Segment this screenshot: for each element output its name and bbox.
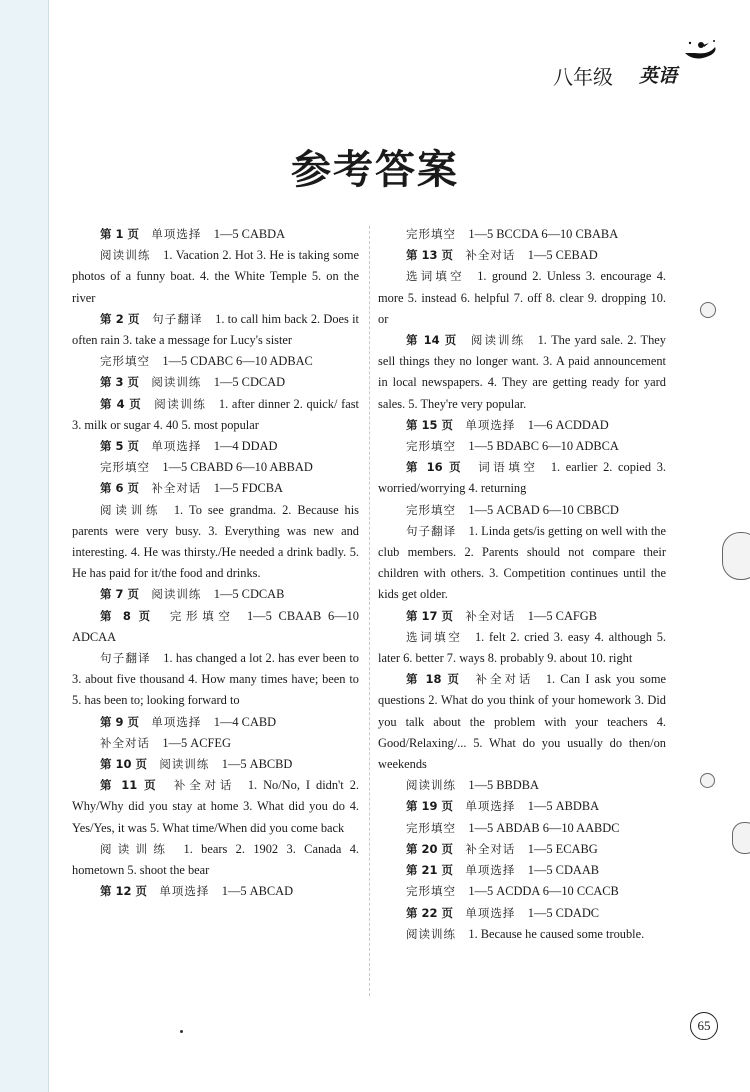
page-ref: 第 2 页 [100,311,140,326]
section-type: 完形填空 [406,439,456,454]
binder-hole [722,532,750,580]
answer-text: 1—5 ECABG [527,841,598,856]
page-ref: 第 8 页 [100,608,154,623]
answer-text: 1—5 CDCAD [213,375,286,390]
answer-entry [378,521,666,606]
binder-hole [700,773,715,788]
answer-text: 1—5 BDABC 6—10 ADBCA [468,439,619,454]
answer-text: 1—6 ACDDAD [527,417,609,432]
section-type: 补全对话 [465,841,516,856]
answer-text: 1—4 DDAD [213,439,278,454]
answer-text: 1—5 ABDAB 6—10 AABDC [468,820,620,835]
answer-entry [378,500,666,521]
answer-entry [72,478,359,499]
answer-entry [378,436,666,457]
binder-hole [732,822,750,854]
answer-entry [378,860,666,881]
answer-text: 1—5 CEBAD [527,248,598,263]
answer-text: 1. To see grandma. 2. Because his parents were very busy. 3. Everything was new and interesting. 4. He was thirsty./He needed a drink badly. 5. He has paid for it/the food and drinks. [72,502,360,581]
section-type: 补全对话 [151,481,202,496]
section-type: 单项选择 [159,884,210,899]
section-type: 单项选择 [151,714,202,729]
answer-entry [72,372,359,393]
answer-text: 1—5 BBDBA [468,778,539,793]
page-ref: 第 1 页 [100,227,140,241]
section-type: 单项选择 [151,439,202,454]
section-type: 单项选择 [465,799,516,814]
answer-entry [72,224,359,245]
answer-text: 1—4 CABD [213,714,277,729]
answer-entry [72,839,359,881]
section-type: 补全对话 [170,778,236,793]
answer-text: 1. Vacation 2. Hot 3. He is taking some photos of a funny boat. 4. the White Temple 5. on the river [72,248,360,305]
page-ref: 第 3 页 [100,375,140,390]
page-ref: 第 16 页 [406,460,464,475]
section-type: 完形填空 [406,502,456,517]
section-type: 补全对话 [465,248,516,263]
answer-text: 1. The yard sale. 2. They sell things they no longer want. 3. A paid announcement in local newspapers. 4. They are getting ready for yard sales. 5. They're very popular. [378,333,667,411]
section-type: 单项选择 [465,905,516,920]
answer-text: 1. Because he caused some trouble. [468,926,645,941]
column-divider [369,226,370,996]
section-type: 句子翻译 [406,523,457,538]
answer-text: 1—5 CBABD 6—10 ABBAD [162,460,313,475]
answer-entry [72,648,359,712]
section-type: 补全对话 [473,672,534,687]
page-ref: 第 4 页 [100,396,142,411]
answer-entry [72,606,359,648]
answer-entry [378,818,666,839]
binder-hole [700,302,716,318]
bird-logo-icon [681,37,721,65]
page-number: 65 [690,1012,718,1040]
answer-entry [378,330,666,415]
section-type: 补全对话 [100,735,150,750]
answer-text: 1. ground 2. Unless 3. encourage 4. more 5. instead 6. helpful 7. off 8. clear 9. dropping 10. or [378,269,666,326]
answer-entry [378,924,666,945]
section-type: 阅读训练 [100,841,172,856]
answer-text: 1. Linda gets/is getting on well with the club members. 2. Parents should not compare their children with others. 3. Competition continues until the kids get older. [378,523,666,602]
page-title: 参考答案 [291,147,459,193]
answer-entry [378,669,666,775]
subject-label: 英语 [639,65,678,87]
answer-text: 1. has changed a lot 2. has ever been to 3. about five thousand 4. How many times have; been to 5. has been to; looking forward to [72,651,359,708]
answer-text: 1—5 CABDA [213,227,286,241]
section-type: 阅读训练 [151,375,202,390]
answer-text: 1—5 ABCAD [221,884,294,899]
section-type: 单项选择 [465,417,516,432]
page-ref: 第 19 页 [406,799,454,814]
answer-text: 1. earlier 2. copied 3. worried/worrying 4. returning [378,460,666,496]
section-type: 句子翻译 [100,651,151,666]
answer-entry [72,436,359,457]
section-type: 单项选择 [151,227,202,241]
answer-entry [378,839,666,860]
page-ref: 第 18 页 [406,672,462,687]
section-type: 句子翻译 [152,311,203,326]
answer-entry [72,881,359,902]
answer-text: 1. bears 2. 1902 3. Canada 4. hometown 5. shoot the bear [72,841,359,878]
answer-text: 1—5 ABCBD [221,757,293,772]
answer-entry [378,881,666,902]
answer-entry [72,351,359,372]
answer-text: 1—5 BCCDA 6—10 CBABA [468,227,619,241]
answer-text: 1—5 CDABC 6—10 ADBAC [162,354,313,369]
answer-text: 1. No/No, I didn't 2. Why/Why did you stay at home 3. What did you do 4. Yes/Yes, it was 5. What time/When did you come back [72,778,360,835]
page-ref: 第 5 页 [100,439,140,454]
section-type: 阅读训练 [406,926,456,941]
answer-text: 1—5 CBAAB 6—10 ADCAA [72,608,359,644]
section-type: 完形填空 [406,227,456,241]
answer-entry [72,457,359,478]
answer-text: 1. felt 2. cried 3. easy 4. although 5. later 6. better 7. ways 8. probably 9. about 10. right [378,629,667,666]
answer-entry [72,245,359,309]
section-type: 选词填空 [406,269,465,284]
answer-text: 1. after dinner 2. quick/ fast 3. milk or sugar 4. 40 5. most popular [72,396,359,432]
page-ref: 第 7 页 [100,587,140,602]
answer-entry [378,775,666,796]
section-type: 补全对话 [465,608,516,623]
page-ref: 第 12 页 [100,884,148,899]
answer-entry [378,457,666,499]
page-ref: 第 6 页 [100,481,140,496]
answer-entry [72,584,359,605]
answer-entry [378,224,666,245]
page-ref: 第 10 页 [100,757,148,772]
answer-text: 1—5 ABDBA [527,799,600,814]
answer-entry [378,796,666,817]
answer-entry [72,309,359,351]
section-type: 完形填空 [406,820,456,835]
answer-entry [72,500,359,585]
section-type: 阅读训练 [100,248,151,263]
grade-label: 八年级 [553,65,613,89]
section-type: 完形填空 [100,460,150,475]
answer-entry [378,415,666,436]
page-ref: 第 13 页 [406,248,454,263]
page-ref: 第 22 页 [406,905,454,920]
answer-text: 1—5 ACFEG [162,735,231,750]
answer-text: 1—5 ACBAD 6—10 CBBCD [468,502,619,517]
page-ref: 第 17 页 [406,608,454,623]
section-type: 阅读训练 [406,778,456,793]
answer-text: 1. Can I ask you some questions 2. What do you think of your homework 3. Did you talk about the problem with your teachers 4. Good/Relaxing/... 5. What do you usually do then/on weekends [378,672,667,772]
section-type: 完形填空 [406,884,456,899]
section-type: 完形填空 [166,608,235,623]
page-ref: 第 20 页 [406,841,454,856]
answer-text: 1—5 ACDDA 6—10 CCACB [468,884,619,899]
section-type: 阅读训练 [151,587,202,602]
section-type: 词语填空 [475,460,539,475]
answer-entry [72,733,359,754]
answer-entry [72,754,359,775]
answer-entry [378,245,666,266]
section-type: 阅读训练 [100,502,162,517]
section-type: 阅读训练 [153,396,207,411]
section-type: 阅读训练 [159,757,210,772]
answer-text: 1. to call him back 2. Does it often rain 3. take a message for Lucy's sister [72,311,359,348]
speck [180,1030,183,1033]
answer-entry [72,775,359,839]
answer-entry [72,394,359,436]
page-ref: 第 14 页 [406,333,458,348]
page-ref: 第 15 页 [406,417,454,432]
answer-entry [378,606,666,627]
answer-entry [378,627,666,669]
answer-text: 1—5 CAFGB [527,608,597,623]
answer-text: 1—5 CDCAB [213,587,285,602]
section-type: 选词填空 [406,629,463,644]
answers-right-column [378,224,666,945]
page-ref: 第 9 页 [100,714,140,729]
answer-text: 1—5 CDAAB [527,863,600,878]
answers-left-column [72,224,359,903]
section-type: 单项选择 [465,863,516,878]
page-header [553,55,733,95]
answer-entry [378,266,666,330]
answer-text: 1—5 FDCBA [213,481,283,496]
answer-entry [378,903,666,924]
answer-text: 1—5 CDADC [527,905,600,920]
page-ref: 第 11 页 [100,778,159,793]
section-type: 阅读训练 [469,333,526,348]
page-ref: 第 21 页 [406,863,454,878]
section-type: 完形填空 [100,354,150,369]
answer-entry [72,712,359,733]
